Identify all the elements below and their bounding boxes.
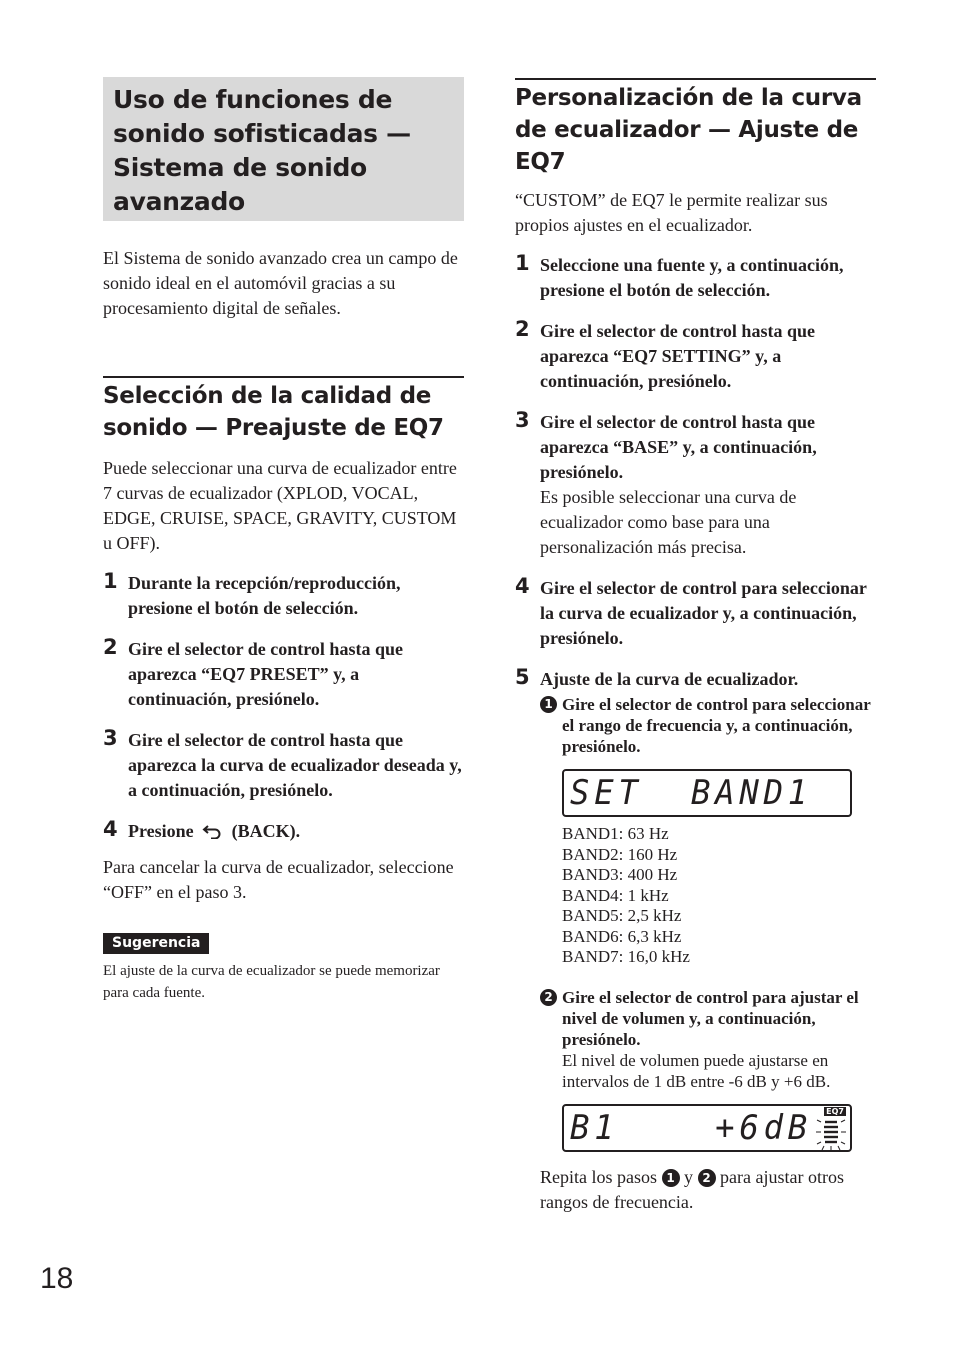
band-item: BAND4: 1 kHz	[562, 885, 669, 905]
intro-paragraph: El Sistema de sonido avanzado crea un campo de sonido ideal en el automóvil gracias a su procesamiento digital de señales.	[103, 248, 458, 318]
step-2	[515, 319, 876, 394]
left-column	[103, 77, 464, 1004]
step-1	[515, 253, 876, 303]
band-list	[562, 824, 876, 968]
step-text: Gire el selector de control hasta que aparezca “EQ7 PRESET” y, a continuación, presiónelo.	[128, 639, 403, 709]
step-4	[515, 576, 876, 651]
step-3	[103, 728, 464, 803]
step-text: Gire el selector de control hasta que aparezca “BASE” y, a continuación, presiónelo.	[540, 412, 817, 482]
lcd-display-level	[562, 1104, 852, 1152]
section-title-preset: Selección de la calidad de sonido — Preajuste de EQ7	[103, 376, 464, 444]
section-intro-custom: “CUSTOM” de EQ7 le permite realizar sus propios ajustes en el ecualizador.	[515, 190, 828, 235]
step-number: 2	[515, 317, 530, 341]
substep-text: Gire el selector de control para ajustar el nivel de volumen y, a continuación, presiónelo.	[562, 987, 859, 1049]
step-1	[103, 571, 464, 621]
step-3	[515, 410, 876, 560]
substep-note: El nivel de volumen puede ajustarse en intervalos de 1 dB entre -6 dB y +6 dB.	[562, 1050, 831, 1091]
step-text-after: (BACK).	[231, 821, 301, 841]
band-item: BAND5: 2,5 kHz	[562, 906, 682, 925]
substep-text: Gire el selector de control para seleccionar el rango de frecuencia y, a continuación, presiónelo.	[562, 695, 871, 756]
step-number: 4	[515, 574, 530, 598]
band-item: BAND7: 16,0 kHz	[562, 947, 690, 966]
step-number: 3	[103, 726, 118, 750]
step-text: Durante la recepción/reproducción, presione el botón de selección.	[128, 573, 401, 618]
equalizer-icon	[814, 1116, 848, 1152]
section-intro-preset: Puede seleccionar una curva de ecualizador entre 7 curvas de ecualizador (XPLOD, VOCAL, EDGE, CRUISE, SPACE, GRAVITY, CUSTOM u OFF).	[103, 458, 457, 553]
circled-number-2: 2	[698, 1169, 716, 1187]
step-text: Gire el selector de control para seleccionar la curva de ecualizador y, a continuación, presiónelo.	[540, 578, 867, 648]
lcd-display-band	[562, 769, 852, 817]
circled-number-1: 1	[540, 696, 557, 713]
lcd-text: SET BAND1	[570, 773, 812, 813]
circled-number-2: 2	[540, 989, 557, 1006]
main-title-box	[103, 77, 464, 221]
repeat-text-mid: y	[684, 1166, 693, 1187]
step-number: 3	[515, 408, 530, 432]
step-number: 1	[103, 569, 118, 593]
step-text: Gire el selector de control hasta que aparezca la curva de ecualizador deseada y, a continuación, presiónelo.	[128, 730, 462, 800]
step-text-before: Presione	[128, 821, 194, 841]
repeat-note	[540, 1165, 876, 1215]
tip-badge: Sugerencia	[103, 933, 209, 954]
tip-block	[103, 933, 464, 1004]
step-number: 4	[103, 817, 118, 841]
step-2	[103, 637, 464, 712]
right-column	[515, 78, 876, 1215]
step-number: 5	[515, 665, 530, 689]
lcd-text: B1 +6dB	[570, 1107, 812, 1148]
circled-number-1: 1	[662, 1169, 680, 1187]
repeat-text-after: para ajustar otros rangos de frecuencia.	[540, 1166, 844, 1212]
band-item: BAND2: 160 Hz	[562, 844, 678, 864]
step-4	[103, 819, 464, 844]
step-note: Es posible seleccionar una curva de ecualizador como base para una personalización más precisa.	[540, 487, 797, 557]
section-title-custom: Personalización de la curva de ecualizador — Ajuste de EQ7	[515, 78, 876, 178]
step-number: 2	[103, 635, 118, 659]
step-number: 1	[515, 251, 530, 275]
repeat-text-before: Repita los pasos	[540, 1166, 657, 1187]
step-text: Seleccione una fuente y, a continuación, presione el botón de selección.	[540, 255, 844, 300]
tip-text: El ajuste de la curva de ecualizador se puede memorizar para cada fuente.	[103, 963, 440, 1001]
page-number: 18	[40, 1262, 74, 1295]
substep-1	[540, 694, 876, 968]
step-5	[515, 667, 876, 1215]
step-text: Ajuste de la curva de ecualizador.	[540, 669, 799, 689]
back-icon	[202, 823, 224, 839]
main-title: Uso de funciones de sonido sofisticadas — Sistema de sonido avanzado	[113, 85, 411, 216]
substep-2	[540, 987, 876, 1152]
band-item: BAND6: 6,3 kHz	[562, 926, 682, 946]
band-item: BAND3: 400 Hz	[562, 865, 678, 884]
band-item: BAND1: 63 Hz	[562, 824, 669, 843]
cancel-note: Para cancelar la curva de ecualizador, seleccione “OFF” en el paso 3.	[103, 857, 454, 902]
step-text: Gire el selector de control hasta que aparezca “EQ7 SETTING” y, a continuación, presiónelo.	[540, 321, 815, 391]
eq7-badge: EQ7	[826, 1106, 844, 1116]
